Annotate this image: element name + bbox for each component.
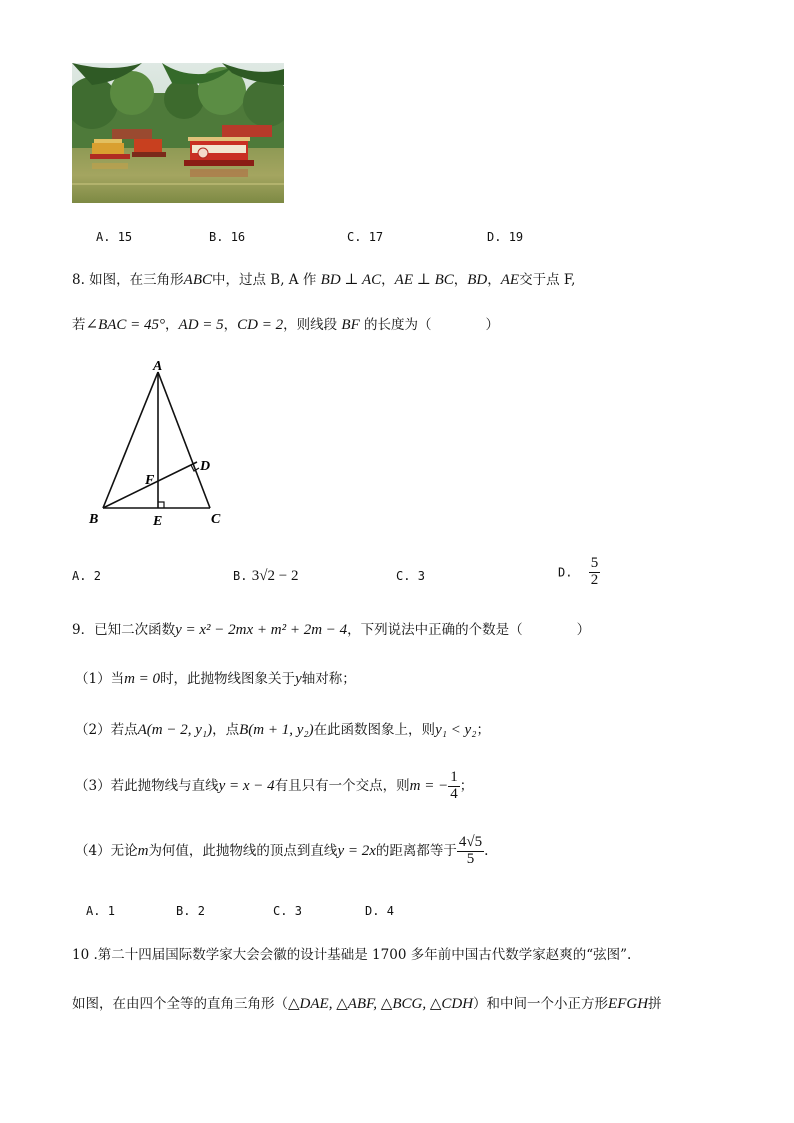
option-letter: C. — [273, 904, 288, 918]
text: （4）无论 — [75, 843, 138, 859]
math: y = 2x — [337, 843, 376, 859]
text: 拼 — [648, 996, 662, 1012]
label-e: E — [153, 514, 163, 529]
math: BD — [467, 272, 488, 288]
numerator: 5 — [590, 555, 599, 571]
math: y = x − 4 — [218, 778, 275, 794]
math: m — [137, 843, 149, 859]
option-letter: C. — [347, 230, 362, 244]
denominator: 4 — [450, 786, 458, 802]
math: m = − — [409, 778, 449, 794]
text: ，下列说法中正确的个数是（ ） — [347, 622, 591, 638]
q7-option-d — [487, 228, 523, 246]
option-value: 3 — [417, 569, 425, 583]
q8-option-c — [396, 567, 425, 585]
option-value: 4 — [386, 904, 394, 918]
math: m = 0 — [124, 671, 161, 687]
q7-option-b — [209, 228, 245, 246]
text: 8. 如图，在三角形 — [72, 272, 184, 288]
q7-option-a — [96, 228, 132, 246]
math: A(m − 2, y₁) — [137, 722, 213, 738]
option-letter: B. — [233, 569, 248, 583]
math: AE ⊥ BC — [394, 272, 454, 288]
text: ； — [476, 722, 490, 738]
option-letter: B. — [209, 230, 224, 244]
text: 10 .第二十四届国际数学家大会会徽的设计基础是 1700 多年前中国古代数学家赵爽的“弦图”. — [72, 947, 632, 963]
q9-stem — [72, 621, 590, 639]
fraction — [448, 770, 460, 803]
option-value: 2 — [93, 569, 101, 583]
math: AD = 5 — [178, 317, 224, 333]
math: CD = 2 — [237, 317, 284, 333]
text: 为何值，此抛物线的顶点到直线 — [148, 843, 338, 859]
q8-option-d — [558, 556, 600, 589]
label-b: B — [89, 512, 99, 527]
text: 9．已知二次函数 — [72, 622, 176, 638]
text: （1）当 — [75, 671, 125, 687]
text: ，则线段 — [283, 317, 338, 333]
fraction — [589, 556, 601, 589]
option-letter: D. — [487, 230, 502, 244]
denominator: 2 — [590, 571, 599, 588]
q9-statement-1 — [75, 670, 356, 688]
q9-option-c — [273, 902, 302, 920]
math: BD ⊥ AC — [320, 272, 382, 288]
option-value: 2 — [197, 904, 205, 918]
math: B(m + 1, y₂) — [239, 722, 314, 738]
numerator: 4√5 — [458, 834, 483, 851]
option-value: 1 — [107, 904, 115, 918]
q8-stem-line2 — [72, 316, 499, 334]
text: ， — [381, 272, 395, 288]
q9-statement-2 — [75, 721, 490, 739]
text: （3）若此抛物线与直线 — [75, 778, 219, 794]
option-value: 3√2 − 2 — [251, 568, 299, 584]
denominator: 5 — [466, 851, 475, 867]
fraction — [457, 835, 484, 868]
lake-boats-photo — [72, 63, 284, 203]
q8-option-a — [72, 567, 101, 585]
q9-option-d — [365, 902, 394, 920]
math: y = x² − 2mx + m² + 2m − 4 — [175, 622, 348, 638]
math: ∠BAC = 45° — [85, 317, 166, 333]
text: . — [484, 843, 489, 859]
q10-stem-line2 — [72, 995, 662, 1013]
math: y₁ < y₂ — [435, 722, 477, 738]
text: 轴对称； — [301, 671, 356, 687]
option-letter: D. — [558, 565, 573, 580]
label-f: F — [145, 473, 155, 488]
option-value: 16 — [230, 230, 246, 244]
math: ABC — [183, 272, 213, 288]
option-letter: C. — [396, 569, 411, 583]
text: ， — [453, 272, 468, 288]
text: 如图，在由四个全等的直角三角形（ — [72, 996, 288, 1012]
text: ； — [459, 778, 474, 794]
q9-statement-3 — [75, 766, 473, 806]
text: 时，此抛物线图象关于 — [160, 671, 296, 687]
option-letter: A. — [86, 904, 101, 918]
option-letter: A. — [96, 230, 111, 244]
text: ， — [223, 317, 238, 333]
text: 交于点 F, — [519, 272, 576, 288]
numerator: 1 — [450, 769, 458, 786]
q9-statement-4 — [75, 831, 488, 871]
math: BF — [341, 317, 360, 333]
text: ）和中间一个小正方形 — [473, 996, 609, 1012]
option-value: 17 — [368, 230, 384, 244]
math: EFGH — [608, 996, 649, 1012]
text: 若 — [72, 317, 86, 333]
option-value: 15 — [117, 230, 133, 244]
text: 的长度为（ ） — [364, 317, 500, 333]
q9-option-a — [86, 902, 115, 920]
option-letter: B. — [176, 904, 191, 918]
label-a: A — [153, 359, 163, 374]
text: 在此函数图象上，则 — [313, 722, 436, 738]
q9-option-b — [176, 902, 205, 920]
text: 的距离都等于 — [375, 843, 457, 859]
triangle-figure — [80, 355, 240, 535]
q10-stem-line1 — [72, 946, 631, 964]
option-letter: A. — [72, 569, 87, 583]
q8-stem-line1 — [72, 271, 575, 289]
math: y — [295, 671, 302, 687]
text: ，点 — [212, 722, 240, 738]
text: 中，过点 B, A 作 — [212, 272, 317, 288]
q7-option-c — [347, 228, 383, 246]
option-letter: D. — [365, 904, 380, 918]
label-c: C — [211, 512, 221, 527]
text: 有且只有一个交点，则 — [274, 778, 410, 794]
text: （2）若点 — [75, 722, 138, 738]
option-value: 3 — [294, 904, 302, 918]
label-d: D — [200, 459, 211, 474]
math: AE — [500, 272, 520, 288]
text: ， — [165, 317, 179, 333]
q8-option-b — [233, 567, 298, 585]
math: △DAE, △ABF, △BCG, △CDH — [288, 996, 474, 1012]
option-value: 19 — [508, 230, 524, 244]
text: ， — [487, 272, 501, 288]
